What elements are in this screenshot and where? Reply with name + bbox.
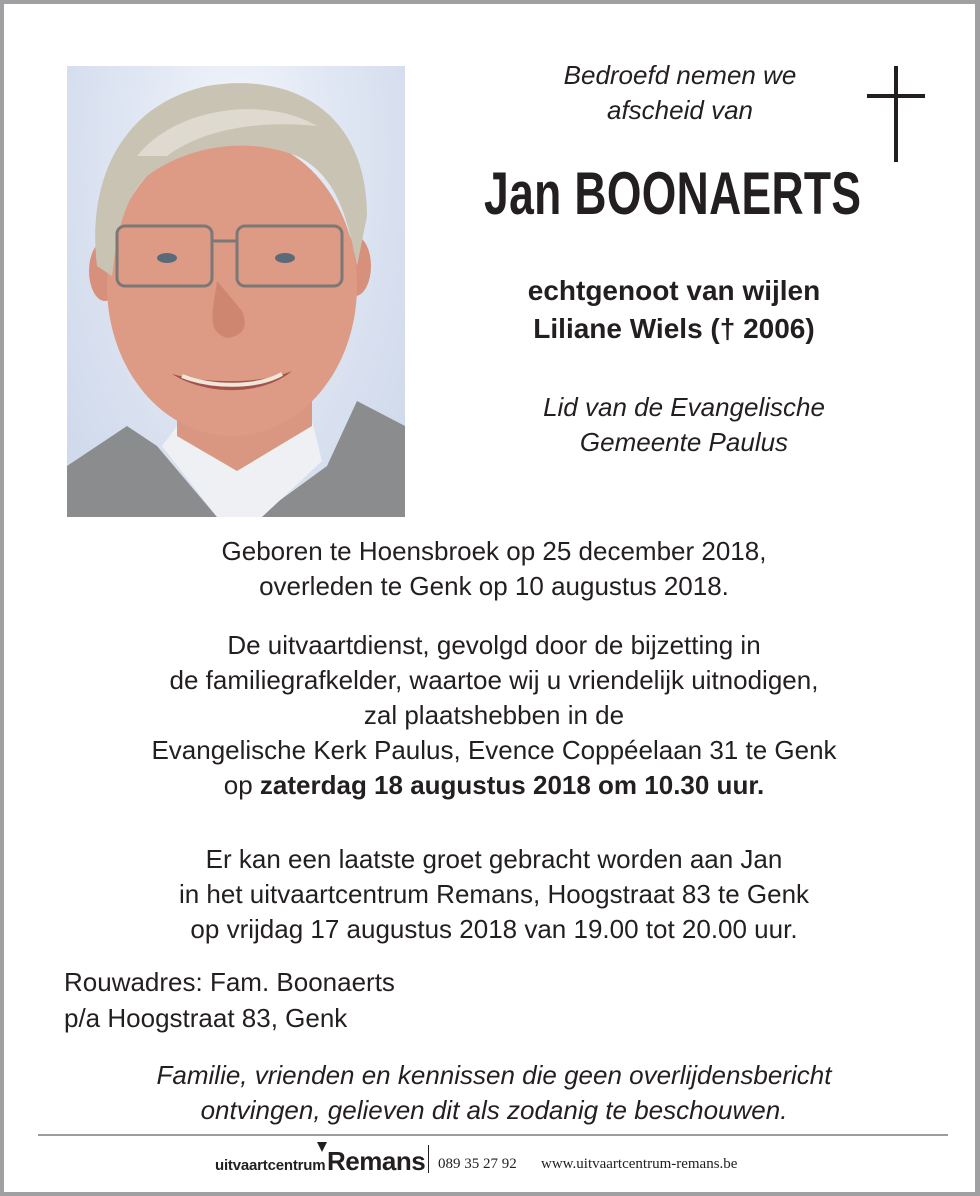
service-location: Evangelische Kerk Paulus, Evence Coppéelaan 31 te Genk bbox=[151, 735, 837, 765]
mourning-address bbox=[64, 964, 395, 1036]
birth-death-text bbox=[44, 534, 944, 604]
footer-separator bbox=[428, 1145, 429, 1173]
membership-text bbox=[444, 390, 924, 460]
visitation-line: op vrijdag 17 augustus 2018 van 19.00 tot 20.00 uur. bbox=[190, 914, 798, 944]
funeral-home-footer bbox=[4, 1139, 975, 1179]
death-line: overleden te Genk op 10 augustus 2018. bbox=[259, 571, 729, 601]
deceased-name: Jan BOONAERTS bbox=[484, 160, 862, 227]
funeral-service-text bbox=[44, 628, 944, 803]
service-line: zal plaatshebben in de bbox=[363, 700, 625, 730]
address-line: Rouwadres: Fam. Boonaerts bbox=[64, 967, 395, 997]
service-line: De uitvaartdienst, gevolgd door de bijzetting in bbox=[227, 630, 761, 660]
website-link[interactable]: www.uitvaartcentrum-remans.be bbox=[541, 1156, 738, 1172]
birth-line: Geboren te Hoensbroek op 25 december 2018, bbox=[221, 536, 767, 566]
closing-notice bbox=[44, 1058, 944, 1128]
brand-name: Remans bbox=[327, 1146, 426, 1176]
intro-text bbox=[504, 58, 856, 128]
portrait-photo bbox=[67, 66, 405, 517]
service-date-line bbox=[44, 768, 944, 803]
visitation-text bbox=[44, 842, 944, 947]
service-line: de familiegrafkelder, waartoe wij u vriendelijk uitnodigen, bbox=[169, 665, 819, 695]
spouse-line: Liliane Wiels († 2006) bbox=[533, 313, 815, 344]
triangle-logo-icon bbox=[317, 1142, 327, 1152]
intro-line: afscheid van bbox=[607, 95, 753, 125]
spouse-text bbox=[444, 272, 904, 348]
membership-line: Gemeente Paulus bbox=[579, 427, 789, 457]
spouse-line: echtgenoot van wijlen bbox=[527, 275, 821, 306]
address-line: p/a Hoogstraat 83, Genk bbox=[64, 1003, 348, 1033]
notice-line: ontvingen, gelieven dit als zodanig te beschouwen. bbox=[200, 1095, 788, 1125]
obituary-card bbox=[4, 4, 975, 1192]
service-date: zaterdag 18 augustus 2018 om 10.30 uur. bbox=[259, 770, 765, 800]
membership-line: Lid van de Evangelische bbox=[543, 392, 825, 422]
visitation-line: in het uitvaartcentrum Remans, Hoogstraat 83 te Genk bbox=[178, 879, 810, 909]
intro-line: Bedroefd nemen we bbox=[563, 60, 797, 90]
cross-icon bbox=[867, 66, 925, 162]
notice-line: Familie, vrienden en kennissen die geen overlijdensbericht bbox=[156, 1060, 832, 1090]
portrait-image bbox=[67, 66, 405, 517]
phone-number: 089 35 27 92 bbox=[438, 1156, 517, 1172]
service-date-prefix: op bbox=[223, 770, 260, 800]
visitation-line: Er kan een laatste groet gebracht worden aan Jan bbox=[205, 844, 783, 874]
footer-divider bbox=[38, 1134, 948, 1136]
brand-prefix: uitvaartcentrum bbox=[215, 1157, 326, 1174]
